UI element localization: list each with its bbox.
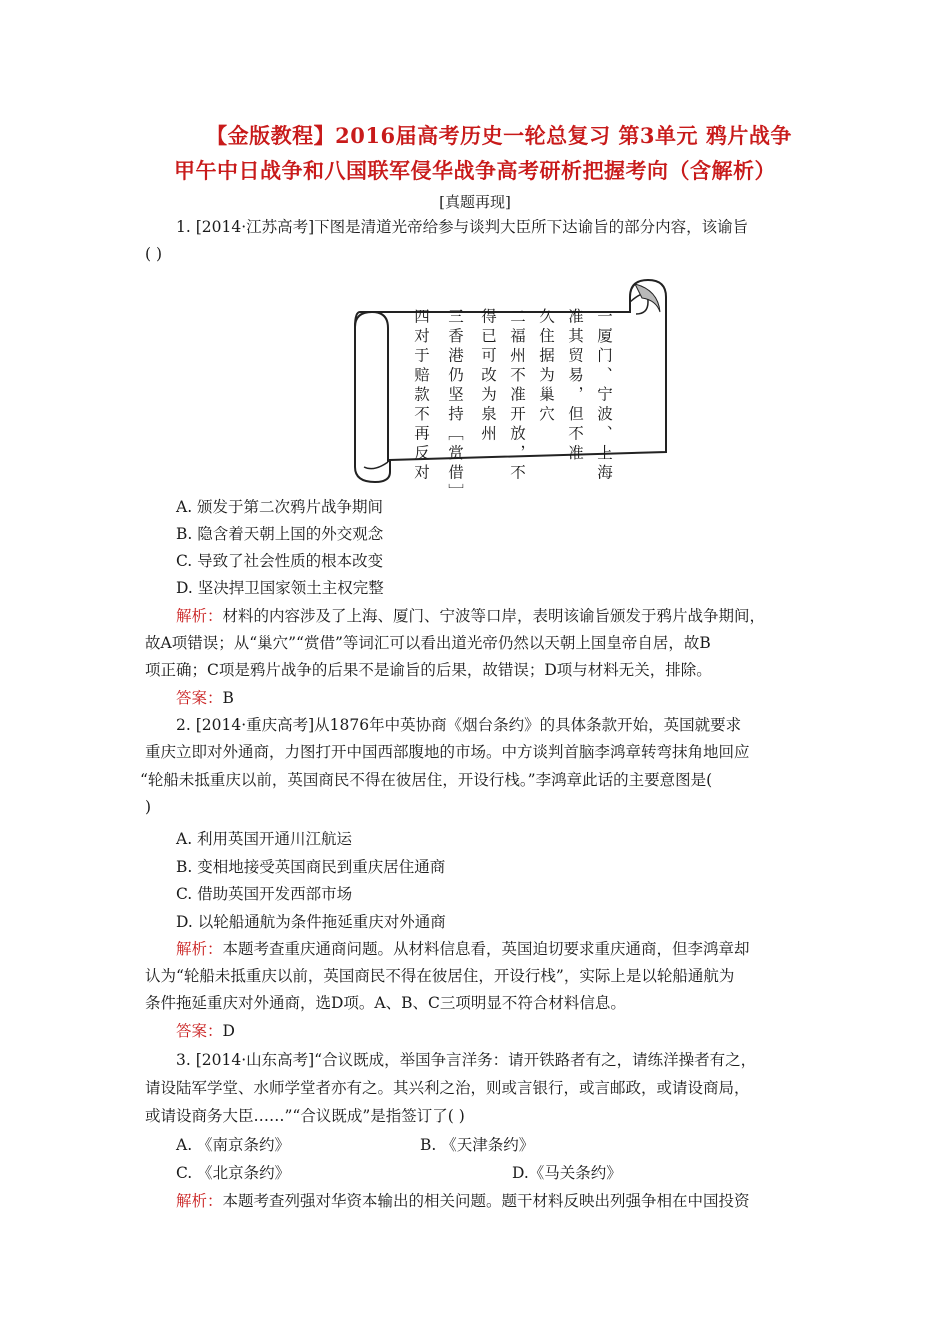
q2-analysis-label: 解析： (176, 940, 223, 958)
q1-option-a: A. 颁发于第二次鸦片战争期间 (176, 498, 384, 516)
q3-option-b: B. 《天津条约》 (420, 1136, 535, 1154)
q1-option-d: D. 坚决捍卫国家领土主权完整 (176, 579, 384, 597)
scroll-column-5: 得已可改为泉州 (479, 308, 497, 445)
q2-analysis-line-1 (176, 939, 750, 959)
q1-stem-line-1: 1. [2014·江苏高考]下图是清道光帝给参与谈判大臣所下达谕旨的部分内容，该谕旨 (176, 218, 749, 236)
q2-analysis-line-2: 认为“轮船未抵重庆以前，英国商民不得在彼居住，开设行栈”，实际上是以轮船通航为 (145, 967, 735, 985)
scroll-column-1: 一厦门、宁波、上海 (595, 308, 613, 484)
q2-option-b: B. 变相地接受英国商民到重庆居住通商 (176, 858, 446, 876)
q2-answer-label: 答案： (176, 1022, 223, 1040)
section-label: [真题再现] (439, 193, 511, 211)
q2-answer-value: D (222, 1022, 235, 1040)
q3-stem-line-3: 或请设商务大臣……”“合议既成”是指签订了( ) (145, 1107, 465, 1125)
q2-stem-line-2: 重庆立即对外通商，力图打开中国西部腹地的市场。中方谈判首脑李鸿章转弯抹角地回应 (145, 743, 750, 761)
q1-answer-label: 答案： (176, 689, 223, 707)
q3-stem-line-1: 3. [2014·山东高考]“合议既成，举国争言洋务：请开铁路者有之，请练洋操者有之， (176, 1051, 757, 1069)
q3-analysis-label: 解析： (176, 1192, 223, 1210)
q1-option-b: B. 隐含着天朝上国的外交观念 (176, 525, 384, 543)
q3-analysis-line-1 (176, 1191, 750, 1211)
q1-analysis-text-1: 材料的内容涉及了上海、厦门、宁波等口岸，表明该谕旨颁发于鸦片战争期间， (222, 607, 766, 625)
q2-stem-line-3: “轮船未抵重庆以前，英国商民不得在彼居住，开设行栈。”李鸿章此话的主要意图是( (140, 771, 713, 789)
q2-option-d: D. 以轮船通航为条件拖延重庆对外通商 (176, 913, 446, 931)
q2-option-c: C. 借助英国开发西部市场 (176, 885, 353, 903)
q3-option-a: A. 《南京条约》 (176, 1136, 291, 1154)
q3-stem-line-2: 请设陆军学堂、水师学堂者亦有之。其兴利之治，则或言银行，或言邮政，或请设商局， (145, 1079, 750, 1097)
q1-analysis-label: 解析： (176, 607, 223, 625)
edict-scroll-image (330, 272, 700, 503)
scroll-column-3: 久住据为巢穴 (537, 308, 555, 425)
q2-option-a: A. 利用英国开通川江航运 (176, 830, 353, 848)
scroll-column-4: 二福州不准开放，不 (508, 308, 526, 484)
q1-answer-value: B (222, 689, 234, 707)
q1-analysis-line-3: 项正确；C项是鸦片战争的后果不是谕旨的后果，故错误；D项与材料无关，排除。 (145, 661, 712, 679)
q2-answer (176, 1021, 235, 1041)
scroll-column-7: 四对于赔款不再反对 (412, 308, 430, 484)
document-title-line-1: 【金版教程】2016届高考历史一轮总复习 第3单元 鸦片战争 (206, 123, 792, 148)
q3-option-d: D.《马关条约》 (512, 1164, 622, 1182)
scroll-column-6: 三香港仍坚持［赏借］ (446, 308, 464, 503)
q2-analysis-line-3: 条件拖延重庆对外通商，选D项。A、B、C三项明显不符合材料信息。 (145, 994, 626, 1012)
q1-stem-line-2: ( ) (145, 245, 163, 263)
q1-answer (176, 688, 234, 708)
q3-option-c: C. 《北京条约》 (176, 1164, 291, 1182)
scroll-column-2: 准其贸易，但不准 (566, 308, 584, 464)
q1-analysis-line-2: 故A项错误；从“巢穴”“赏借”等词汇可以看出道光帝仍然以天朝上国皇帝自居，故B (145, 634, 711, 652)
q3-analysis-text-1: 本题考查列强对华资本输出的相关问题。题干材料反映出列强争相在中国投资 (222, 1192, 750, 1210)
q1-analysis-line-1 (176, 606, 765, 626)
q2-stem-line-4: ) (145, 798, 152, 816)
q2-analysis-text-1: 本题考查重庆通商问题。从材料信息看，英国迫切要求重庆通商，但李鸿章却 (222, 940, 750, 958)
q1-option-c: C. 导致了社会性质的根本改变 (176, 552, 384, 570)
q2-stem-line-1: 2. [2014·重庆高考]从1876年中英协商《烟台条约》的具体条款开始，英国就要求 (176, 716, 742, 734)
document-title-line-2: 甲午中日战争和八国联军侵华战争高考研析把握考向（含解析） (174, 158, 776, 183)
